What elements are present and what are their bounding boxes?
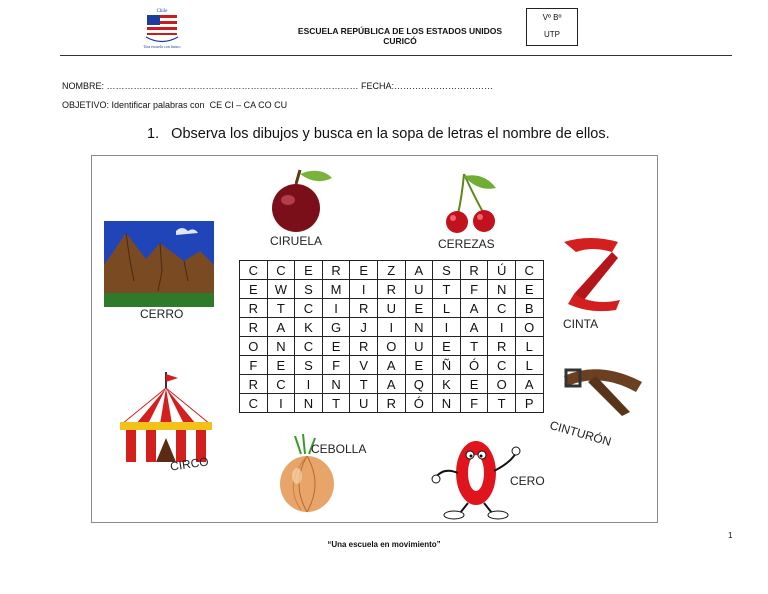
grid-cell[interactable]: C xyxy=(240,261,268,280)
grid-cell[interactable]: E xyxy=(295,261,323,280)
grid-row xyxy=(240,356,544,375)
circus-tent-icon xyxy=(112,372,220,468)
grid-cell[interactable]: E xyxy=(350,261,378,280)
grid-cell[interactable]: O xyxy=(377,337,405,356)
grid-cell[interactable]: A xyxy=(267,318,295,337)
grid-cell[interactable]: R xyxy=(322,261,350,280)
grid-cell[interactable]: P xyxy=(515,394,543,413)
grid-cell[interactable]: N xyxy=(322,375,350,394)
grid-cell[interactable]: T xyxy=(322,394,350,413)
school-name-line2: CURICÓ xyxy=(383,36,417,46)
grid-cell[interactable]: T xyxy=(460,337,488,356)
grid-row xyxy=(240,318,544,337)
grid-cell[interactable]: I xyxy=(295,375,323,394)
approval-box-line2: UTP xyxy=(544,30,560,39)
grid-cell[interactable]: L xyxy=(433,299,461,318)
grid-cell[interactable]: S xyxy=(295,356,323,375)
grid-cell[interactable]: I xyxy=(322,299,350,318)
mountain-icon xyxy=(104,221,214,307)
word-circo: CIRCO xyxy=(169,454,210,474)
grid-cell[interactable]: O xyxy=(515,318,543,337)
grid-cell[interactable]: A xyxy=(405,261,433,280)
grid-cell[interactable]: F xyxy=(460,394,488,413)
grid-row xyxy=(240,337,544,356)
grid-cell[interactable]: O xyxy=(488,375,516,394)
grid-cell[interactable]: I xyxy=(267,394,295,413)
grid-cell[interactable]: T xyxy=(488,394,516,413)
name-date-field[interactable]: NOMBRE: ………………………………………………………………………… FECHA:…………………………… xyxy=(62,81,494,91)
grid-cell[interactable]: N xyxy=(405,318,433,337)
grid-cell[interactable]: A xyxy=(377,375,405,394)
grid-cell[interactable]: Ó xyxy=(460,356,488,375)
grid-cell[interactable]: E xyxy=(405,356,433,375)
grid-cell[interactable]: J xyxy=(350,318,378,337)
grid-cell[interactable]: R xyxy=(240,318,268,337)
grid-cell[interactable]: L xyxy=(515,337,543,356)
grid-cell[interactable]: N xyxy=(267,337,295,356)
objective-text: OBJETIVO: Identificar palabras con CE CI – CA CO CU xyxy=(62,100,288,110)
word-cebolla: CEBOLLA xyxy=(311,442,367,456)
grid-cell[interactable]: F xyxy=(322,356,350,375)
grid-cell[interactable]: K xyxy=(433,375,461,394)
svg-text:Chile: Chile xyxy=(156,9,168,14)
grid-cell[interactable]: G xyxy=(322,318,350,337)
grid-cell[interactable]: V xyxy=(350,356,378,375)
grid-row xyxy=(240,375,544,394)
grid-cell[interactable]: F xyxy=(460,280,488,299)
school-logo xyxy=(138,6,186,54)
grid-cell[interactable]: R xyxy=(377,394,405,413)
grid-cell[interactable]: R xyxy=(240,375,268,394)
grid-cell[interactable]: E xyxy=(267,356,295,375)
grid-cell[interactable]: R xyxy=(488,337,516,356)
page-number: 1 xyxy=(728,531,733,540)
grid-cell[interactable]: B xyxy=(515,299,543,318)
grid-cell[interactable]: I xyxy=(488,318,516,337)
grid-cell[interactable]: C xyxy=(267,261,295,280)
grid-cell[interactable]: R xyxy=(240,299,268,318)
grid-cell[interactable]: E xyxy=(322,337,350,356)
word-ciruela: CIRUELA xyxy=(270,234,323,248)
word-cinturon: CINTURÓN xyxy=(548,418,613,449)
grid-cell[interactable]: E xyxy=(515,280,543,299)
grid-cell[interactable]: E xyxy=(460,375,488,394)
grid-cell[interactable]: N xyxy=(488,280,516,299)
grid-cell[interactable]: A xyxy=(460,318,488,337)
grid-cell[interactable]: I xyxy=(377,318,405,337)
grid-row xyxy=(240,394,544,413)
school-name xyxy=(270,26,530,46)
grid-cell[interactable]: A xyxy=(460,299,488,318)
cherries-icon xyxy=(444,172,502,234)
approval-box-line1: Vº Bº xyxy=(542,13,562,22)
grid-cell[interactable]: Z xyxy=(377,261,405,280)
grid-cell[interactable]: C xyxy=(515,261,543,280)
grid-cell[interactable]: U xyxy=(405,337,433,356)
grid-cell[interactable]: U xyxy=(405,280,433,299)
grid-row xyxy=(240,299,544,318)
grid-row xyxy=(240,261,544,280)
header-divider xyxy=(60,55,732,56)
grid-cell[interactable]: L xyxy=(515,356,543,375)
grid-cell[interactable]: R xyxy=(350,337,378,356)
belt-icon xyxy=(560,354,648,420)
grid-cell[interactable]: K xyxy=(295,318,323,337)
grid-cell[interactable]: T xyxy=(433,280,461,299)
grid-cell[interactable]: Ñ xyxy=(433,356,461,375)
grid-cell[interactable]: E xyxy=(433,337,461,356)
grid-cell[interactable]: C xyxy=(488,356,516,375)
grid-cell[interactable]: S xyxy=(433,261,461,280)
grid-cell[interactable]: Q xyxy=(405,375,433,394)
school-name-line1: ESCUELA REPÚBLICA DE LOS ESTADOS UNIDOS xyxy=(297,26,503,36)
grid-cell[interactable]: U xyxy=(377,299,405,318)
grid-cell[interactable]: O xyxy=(240,337,268,356)
svg-text:Una escuela con futuro: Una escuela con futuro xyxy=(143,44,181,49)
grid-cell[interactable]: R xyxy=(460,261,488,280)
grid-cell[interactable]: A xyxy=(377,356,405,375)
grid-cell[interactable]: E xyxy=(405,299,433,318)
grid-cell[interactable]: W xyxy=(267,280,295,299)
grid-row xyxy=(240,280,544,299)
plum-icon xyxy=(262,166,334,236)
grid-cell[interactable]: C xyxy=(295,337,323,356)
approval-box xyxy=(526,8,578,46)
word-cerezas: CEREZAS xyxy=(438,237,495,251)
grid-cell[interactable]: I xyxy=(350,280,378,299)
grid-cell[interactable]: C xyxy=(267,375,295,394)
grid-cell[interactable]: S xyxy=(295,280,323,299)
grid-cell[interactable]: T xyxy=(267,299,295,318)
grid-cell[interactable]: E xyxy=(240,280,268,299)
grid-cell[interactable]: N xyxy=(433,394,461,413)
grid-cell[interactable]: U xyxy=(350,394,378,413)
word-cero: CERO xyxy=(510,474,545,488)
grid-cell[interactable]: R xyxy=(350,299,378,318)
grid-cell[interactable]: N xyxy=(295,394,323,413)
grid-cell[interactable]: Ú xyxy=(488,261,516,280)
grid-cell[interactable]: M xyxy=(322,280,350,299)
footer-slogan: “Una escuela en movimiento” xyxy=(327,540,441,549)
grid-cell[interactable]: A xyxy=(515,375,543,394)
instruction-text: 1. Observa los dibujos y busca en la sopa de letras el nombre de ellos. xyxy=(147,126,610,142)
ribbon-icon xyxy=(560,234,624,314)
word-cinta: CINTA xyxy=(563,317,599,331)
grid-cell[interactable]: I xyxy=(433,318,461,337)
grid-cell[interactable]: Ó xyxy=(405,394,433,413)
grid-cell[interactable]: F xyxy=(240,356,268,375)
grid-cell[interactable]: R xyxy=(377,280,405,299)
word-search-grid xyxy=(239,260,544,413)
word-cerro: CERRO xyxy=(140,307,184,321)
grid-cell[interactable]: T xyxy=(350,375,378,394)
grid-cell[interactable]: C xyxy=(295,299,323,318)
grid-cell[interactable]: C xyxy=(240,394,268,413)
grid-cell[interactable]: C xyxy=(488,299,516,318)
